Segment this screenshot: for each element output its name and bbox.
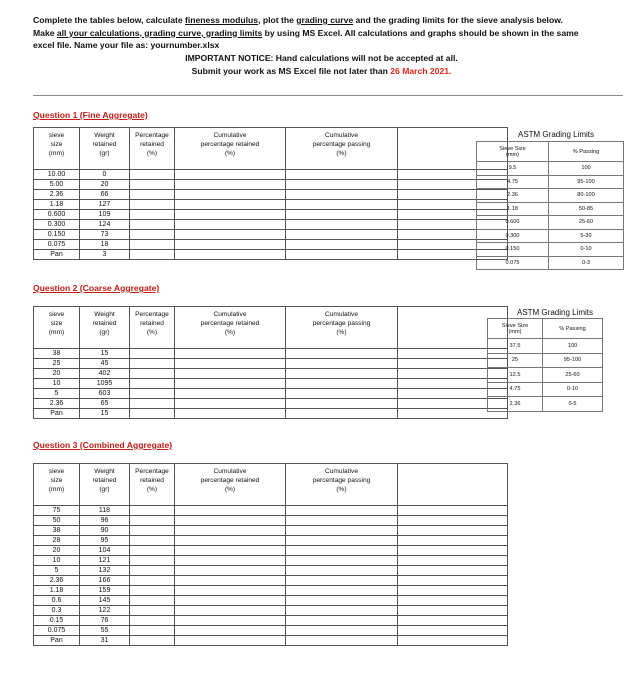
limits-sieve-cell: 2.36 <box>488 397 543 412</box>
sieve-size-cell: 1.18 <box>34 200 80 210</box>
empty-cell[interactable] <box>130 596 175 606</box>
limits-row <box>477 175 624 189</box>
weight-retained-cell: 124 <box>80 220 130 230</box>
empty-cell[interactable] <box>175 586 286 596</box>
sieve-size-cell: 5 <box>34 389 80 399</box>
instruction-line-3: excel file. Name your file as: yournumber.xlsx <box>33 40 220 51</box>
empty-cell[interactable] <box>286 586 398 596</box>
weight-retained-cell: 3 <box>80 250 130 260</box>
sieve-size-cell: 0.150 <box>34 230 80 240</box>
sieve-size-cell: 20 <box>34 369 80 379</box>
empty-cell[interactable] <box>398 636 508 646</box>
weight-retained-cell: 73 <box>80 230 130 240</box>
weight-retained-cell: 55 <box>80 626 130 636</box>
empty-cell[interactable] <box>130 536 175 546</box>
header-sieve-size: sieve size (mm) <box>34 307 80 349</box>
empty-cell[interactable] <box>286 190 398 200</box>
limits-passing-cell: 80-100 <box>549 189 624 203</box>
table-row <box>34 516 508 526</box>
empty-cell[interactable] <box>286 596 398 606</box>
empty-cell[interactable] <box>130 230 175 240</box>
empty-cell[interactable] <box>286 409 398 419</box>
empty-cell[interactable] <box>130 566 175 576</box>
sieve-size-cell: 1.18 <box>34 586 80 596</box>
empty-cell[interactable] <box>130 626 175 636</box>
limits-sieve-cell: 12.5 <box>488 368 543 383</box>
empty-cell[interactable] <box>286 359 398 369</box>
weight-retained-cell: 159 <box>80 586 130 596</box>
q3-table <box>33 463 508 646</box>
table-row <box>34 210 508 220</box>
header-percentage-retained: Percentage retained (%) <box>130 464 175 506</box>
table-row <box>34 250 508 260</box>
empty-cell[interactable] <box>175 180 286 190</box>
empty-cell[interactable] <box>286 349 398 359</box>
sieve-size-cell: 0.6 <box>34 596 80 606</box>
sieve-size-cell: 5.00 <box>34 180 80 190</box>
empty-cell[interactable] <box>130 606 175 616</box>
empty-cell[interactable] <box>398 596 508 606</box>
weight-retained-cell: 121 <box>80 556 130 566</box>
header-weight-retained: Weight retained (gr) <box>80 307 130 349</box>
limits-row <box>488 353 603 368</box>
empty-cell[interactable] <box>130 556 175 566</box>
table-row <box>34 409 508 419</box>
empty-cell[interactable] <box>398 526 508 536</box>
empty-cell[interactable] <box>175 359 286 369</box>
table-row <box>34 596 508 606</box>
limits-passing-cell: 95-100 <box>549 175 624 189</box>
table-row <box>34 586 508 596</box>
header-blank <box>398 464 508 506</box>
weight-retained-cell: 1095 <box>80 379 130 389</box>
table-row <box>34 566 508 576</box>
empty-cell[interactable] <box>130 399 175 409</box>
weight-retained-cell: 0 <box>80 170 130 180</box>
limits-sieve-cell: 0.150 <box>477 243 549 257</box>
limits-row <box>477 229 624 243</box>
empty-cell[interactable] <box>286 230 398 240</box>
limits-row <box>477 216 624 230</box>
q1-table <box>33 127 508 260</box>
sieve-size-cell: 25 <box>34 359 80 369</box>
empty-cell[interactable] <box>130 616 175 626</box>
limits-passing-cell: 95-100 <box>543 353 603 368</box>
table-row <box>34 506 508 516</box>
header-cumulative-passing: Cumulative percentage passing (%) <box>286 128 398 170</box>
table-row <box>34 170 508 180</box>
sieve-size-cell: 0.075 <box>34 626 80 636</box>
empty-cell[interactable] <box>286 210 398 220</box>
table-row <box>34 240 508 250</box>
table-row <box>34 636 508 646</box>
table-row <box>34 626 508 636</box>
table-row <box>34 369 508 379</box>
empty-cell[interactable] <box>286 566 398 576</box>
sieve-size-cell: 5 <box>34 566 80 576</box>
empty-cell[interactable] <box>175 626 286 636</box>
table-row <box>34 359 508 369</box>
sieve-size-cell: 0.15 <box>34 616 80 626</box>
empty-cell[interactable] <box>130 170 175 180</box>
q3-title: Question 3 (Combined Aggregate) <box>33 440 173 450</box>
empty-cell[interactable] <box>286 626 398 636</box>
empty-cell[interactable] <box>175 506 286 516</box>
empty-cell[interactable] <box>175 546 286 556</box>
header-percentage-retained: Percentage retained (%) <box>130 128 175 170</box>
header-weight-retained: Weight retained (gr) <box>80 464 130 506</box>
table-row <box>34 349 508 359</box>
limits-passing-cell: 25-60 <box>543 368 603 383</box>
limits-passing-cell: 100 <box>549 162 624 176</box>
limits-row <box>488 382 603 397</box>
header-cumulative-passing: Cumulative percentage passing (%) <box>286 307 398 349</box>
q2-limits-title: ASTM Grading Limits <box>516 308 594 317</box>
weight-retained-cell: 18 <box>80 240 130 250</box>
sieve-size-cell: 0.600 <box>34 210 80 220</box>
empty-cell[interactable] <box>286 220 398 230</box>
empty-cell[interactable] <box>286 200 398 210</box>
sieve-size-cell: 0.300 <box>34 220 80 230</box>
limits-passing-cell: 100 <box>543 339 603 354</box>
empty-cell[interactable] <box>130 220 175 230</box>
weight-retained-cell: 109 <box>80 210 130 220</box>
empty-cell[interactable] <box>175 210 286 220</box>
limits-sieve-cell: 9.5 <box>477 162 549 176</box>
empty-cell[interactable] <box>286 606 398 616</box>
empty-cell[interactable] <box>175 240 286 250</box>
table-row <box>34 190 508 200</box>
empty-cell[interactable] <box>286 250 398 260</box>
weight-retained-cell: 603 <box>80 389 130 399</box>
limits-sieve-cell: 0.075 <box>477 256 549 270</box>
empty-cell[interactable] <box>130 369 175 379</box>
weight-retained-cell: 402 <box>80 369 130 379</box>
weight-retained-cell: 166 <box>80 576 130 586</box>
empty-cell[interactable] <box>130 359 175 369</box>
sieve-size-cell: 10 <box>34 556 80 566</box>
table-row <box>34 546 508 556</box>
empty-cell[interactable] <box>130 250 175 260</box>
header-sieve-size: sieve size (mm) <box>34 128 80 170</box>
limits-passing-cell: 25-60 <box>549 216 624 230</box>
limits-row <box>477 189 624 203</box>
sieve-size-cell: 50 <box>34 516 80 526</box>
weight-retained-cell: 45 <box>80 359 130 369</box>
limits-passing-cell: 0-5 <box>543 397 603 412</box>
table-row <box>34 536 508 546</box>
limits-header-sieve-size: Sieve Size (mm) <box>488 319 543 339</box>
limits-row <box>488 397 603 412</box>
q2-title: Question 2 (Coarse Aggregate) <box>33 283 160 293</box>
empty-cell[interactable] <box>175 170 286 180</box>
weight-retained-cell: 15 <box>80 409 130 419</box>
empty-cell[interactable] <box>175 526 286 536</box>
empty-cell[interactable] <box>286 240 398 250</box>
empty-cell[interactable] <box>175 369 286 379</box>
empty-cell[interactable] <box>130 546 175 556</box>
limits-sieve-cell: 1.18 <box>477 202 549 216</box>
sieve-size-cell: Pan <box>34 636 80 646</box>
divider <box>33 95 623 96</box>
table-row <box>34 526 508 536</box>
empty-cell[interactable] <box>175 616 286 626</box>
empty-cell[interactable] <box>286 506 398 516</box>
weight-retained-cell: 96 <box>80 516 130 526</box>
limits-row <box>477 202 624 216</box>
sieve-size-cell: 38 <box>34 349 80 359</box>
submission-deadline: Submit your work as MS Excel file not later than 26 March 2021. <box>191 66 452 76</box>
limits-header-passing: % Passing <box>543 319 603 339</box>
weight-retained-cell: 31 <box>80 636 130 646</box>
empty-cell[interactable] <box>175 409 286 419</box>
empty-cell[interactable] <box>130 200 175 210</box>
empty-cell[interactable] <box>286 536 398 546</box>
empty-cell[interactable] <box>130 190 175 200</box>
weight-retained-cell: 66 <box>80 190 130 200</box>
table-row <box>34 389 508 399</box>
sieve-size-cell: 20 <box>34 546 80 556</box>
empty-cell[interactable] <box>286 170 398 180</box>
empty-cell[interactable] <box>175 230 286 240</box>
sieve-size-cell: 75 <box>34 506 80 516</box>
empty-cell[interactable] <box>175 250 286 260</box>
table-row <box>34 576 508 586</box>
empty-cell[interactable] <box>286 399 398 409</box>
weight-retained-cell: 76 <box>80 616 130 626</box>
limits-passing-cell: 0-3 <box>549 256 624 270</box>
empty-cell[interactable] <box>398 616 508 626</box>
sieve-size-cell: Pan <box>34 250 80 260</box>
sieve-size-cell: 2.36 <box>34 190 80 200</box>
table-row <box>34 379 508 389</box>
header-cumulative-retained: Cumulative percentage retained (%) <box>175 307 286 349</box>
empty-cell[interactable] <box>286 546 398 556</box>
weight-retained-cell: 132 <box>80 566 130 576</box>
q1-limits-title: ASTM Grading Limits <box>517 130 595 139</box>
limits-passing-cell: 0-10 <box>549 243 624 257</box>
header-cumulative-passing: Cumulative percentage passing (%) <box>286 464 398 506</box>
empty-cell[interactable] <box>130 526 175 536</box>
sieve-size-cell: 28 <box>34 536 80 546</box>
q2-table <box>33 306 508 419</box>
empty-cell[interactable] <box>175 379 286 389</box>
weight-retained-cell: 122 <box>80 606 130 616</box>
weight-retained-cell: 15 <box>80 349 130 359</box>
limits-sieve-cell: 0.600 <box>477 216 549 230</box>
table-row <box>34 399 508 409</box>
limits-sieve-cell: 25 <box>488 353 543 368</box>
weight-retained-cell: 95 <box>80 536 130 546</box>
empty-cell[interactable] <box>130 389 175 399</box>
empty-cell[interactable] <box>175 606 286 616</box>
empty-cell[interactable] <box>286 526 398 536</box>
limits-sieve-cell: 4.75 <box>488 382 543 397</box>
table-row <box>34 616 508 626</box>
empty-cell[interactable] <box>130 240 175 250</box>
empty-cell[interactable] <box>175 389 286 399</box>
empty-cell[interactable] <box>175 349 286 359</box>
limits-sieve-cell: 4.75 <box>477 175 549 189</box>
sieve-size-cell: 2.36 <box>34 399 80 409</box>
empty-cell[interactable] <box>130 516 175 526</box>
sieve-size-cell: Pan <box>34 409 80 419</box>
limits-sieve-cell: 2.36 <box>477 189 549 203</box>
table-row <box>34 180 508 190</box>
empty-cell[interactable] <box>398 506 508 516</box>
empty-cell[interactable] <box>398 576 508 586</box>
weight-retained-cell: 104 <box>80 546 130 556</box>
sieve-size-cell: 2.36 <box>34 576 80 586</box>
important-notice: IMPORTANT NOTICE: Hand calculations will not be accepted at all. <box>185 53 458 63</box>
empty-cell[interactable] <box>286 636 398 646</box>
sieve-size-cell: 10.00 <box>34 170 80 180</box>
table-row <box>34 220 508 230</box>
limits-row <box>477 162 624 176</box>
empty-cell[interactable] <box>175 399 286 409</box>
weight-retained-cell: 90 <box>80 526 130 536</box>
empty-cell[interactable] <box>130 576 175 586</box>
empty-cell[interactable] <box>398 536 508 546</box>
limits-row <box>477 243 624 257</box>
empty-cell[interactable] <box>175 190 286 200</box>
weight-retained-cell: 145 <box>80 596 130 606</box>
empty-cell[interactable] <box>286 389 398 399</box>
limits-row <box>477 256 624 270</box>
empty-cell[interactable] <box>398 586 508 596</box>
empty-cell[interactable] <box>286 616 398 626</box>
empty-cell[interactable] <box>398 606 508 616</box>
header-percentage-retained: Percentage retained (%) <box>130 307 175 349</box>
empty-cell[interactable] <box>175 566 286 576</box>
empty-cell[interactable] <box>175 636 286 646</box>
empty-cell[interactable] <box>130 636 175 646</box>
empty-cell[interactable] <box>398 626 508 636</box>
empty-cell[interactable] <box>286 379 398 389</box>
table-row <box>34 230 508 240</box>
weight-retained-cell: 118 <box>80 506 130 516</box>
empty-cell[interactable] <box>286 516 398 526</box>
limits-passing-cell: 0-10 <box>543 382 603 397</box>
empty-cell[interactable] <box>398 516 508 526</box>
limits-passing-cell: 5-30 <box>549 229 624 243</box>
limits-row <box>488 368 603 383</box>
limits-header-sieve-size: Sieve Size (mm) <box>477 142 549 162</box>
empty-cell[interactable] <box>130 506 175 516</box>
header-cumulative-retained: Cumulative percentage retained (%) <box>175 464 286 506</box>
q2-limits-table <box>487 318 603 412</box>
weight-retained-cell: 127 <box>80 200 130 210</box>
instructions <box>33 14 633 52</box>
empty-cell[interactable] <box>130 349 175 359</box>
empty-cell[interactable] <box>130 409 175 419</box>
empty-cell[interactable] <box>130 586 175 596</box>
sieve-size-cell: 0.3 <box>34 606 80 616</box>
weight-retained-cell: 65 <box>80 399 130 409</box>
table-row <box>34 200 508 210</box>
header-sieve-size: sieve size (mm) <box>34 464 80 506</box>
empty-cell[interactable] <box>175 200 286 210</box>
empty-cell[interactable] <box>175 536 286 546</box>
empty-cell[interactable] <box>130 210 175 220</box>
header-cumulative-retained: Cumulative percentage retained (%) <box>175 128 286 170</box>
empty-cell[interactable] <box>398 556 508 566</box>
empty-cell[interactable] <box>286 556 398 566</box>
instruction-line-2: Make all your calculations, grading curve, grading limits by using MS Excel. All calculations and graphs should be shown in the same <box>33 27 579 38</box>
empty-cell[interactable] <box>398 546 508 556</box>
empty-cell[interactable] <box>175 516 286 526</box>
empty-cell[interactable] <box>398 566 508 576</box>
empty-cell[interactable] <box>130 379 175 389</box>
table-row <box>34 556 508 566</box>
empty-cell[interactable] <box>175 596 286 606</box>
limits-passing-cell: 50-85 <box>549 202 624 216</box>
empty-cell[interactable] <box>286 180 398 190</box>
limits-row <box>488 339 603 354</box>
empty-cell[interactable] <box>286 369 398 379</box>
table-row <box>34 606 508 616</box>
limits-sieve-cell: 37.5 <box>488 339 543 354</box>
empty-cell[interactable] <box>175 576 286 586</box>
instruction-line-1: Complete the tables below, calculate fineness modulus, plot the grading curve and the grading limits for the sieve analysis below. <box>33 15 563 25</box>
sieve-size-cell: 38 <box>34 526 80 536</box>
empty-cell[interactable] <box>286 576 398 586</box>
q1-title: Question 1 (Fine Aggregate) <box>33 110 148 120</box>
sieve-size-cell: 10 <box>34 379 80 389</box>
sieve-size-cell: 0.075 <box>34 240 80 250</box>
empty-cell[interactable] <box>130 180 175 190</box>
header-weight-retained: Weight retained (gr) <box>80 128 130 170</box>
empty-cell[interactable] <box>175 220 286 230</box>
limits-header-passing: % Passing <box>549 142 624 162</box>
q1-limits-table <box>476 141 624 270</box>
weight-retained-cell: 20 <box>80 180 130 190</box>
limits-sieve-cell: 0.300 <box>477 229 549 243</box>
empty-cell[interactable] <box>175 556 286 566</box>
